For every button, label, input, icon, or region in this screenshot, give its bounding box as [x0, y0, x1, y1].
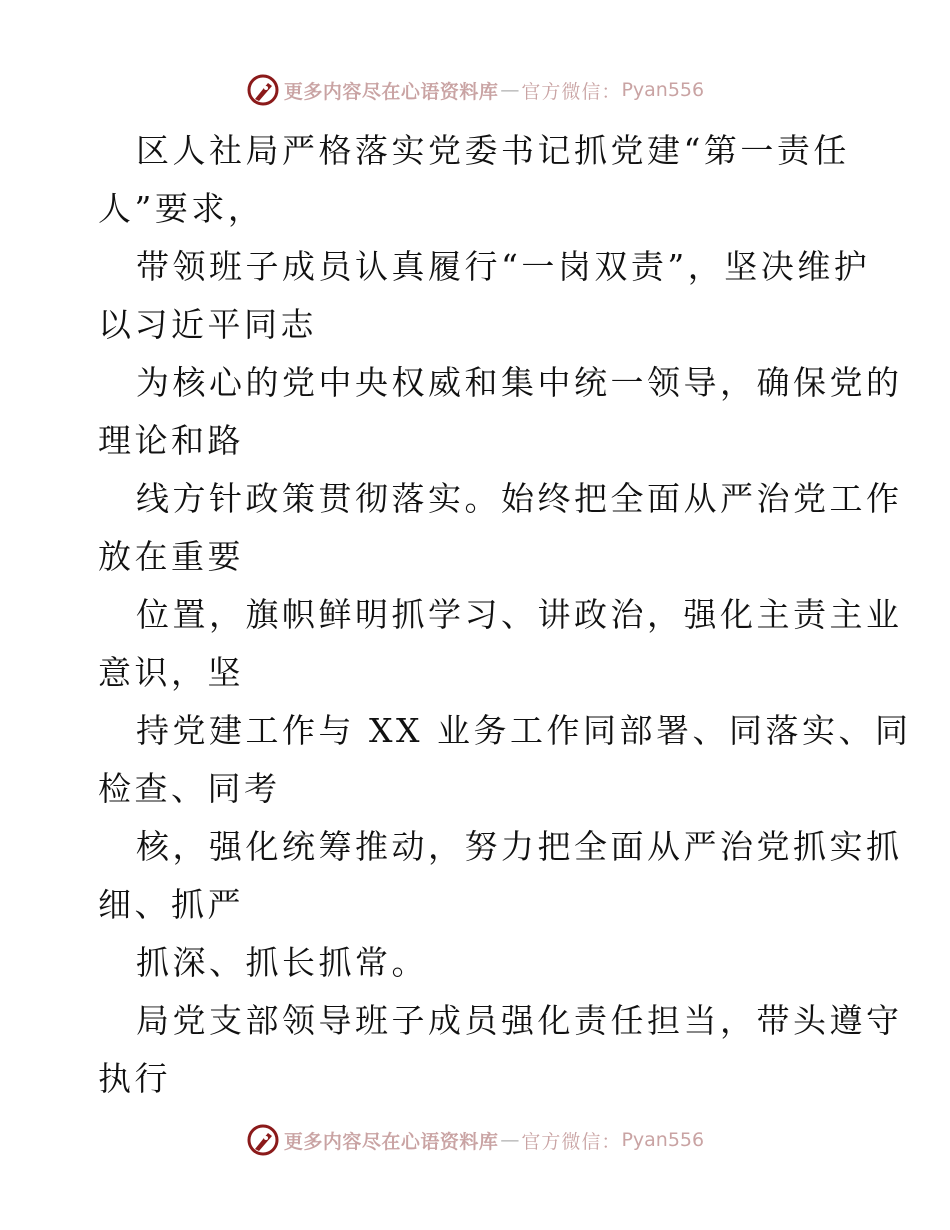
paragraph-line: 执行 — [98, 1059, 171, 1098]
paragraph-line: 持党建工作与 XX 业务工作同部署、同落实、同 — [136, 711, 912, 750]
paragraph-7 — [98, 818, 903, 934]
banner-dash: — — [500, 1129, 520, 1151]
paragraph-line: 核，强化统筹推动，努力把全面从严治党抓实抓 — [136, 827, 903, 866]
pen-nib-logo-icon — [246, 1123, 280, 1157]
paragraph-5 — [98, 586, 903, 702]
paragraph-8 — [98, 934, 858, 992]
paragraph-6 — [98, 702, 912, 818]
paragraph-3 — [98, 354, 903, 470]
paragraph-line: 人”要求， — [98, 189, 265, 228]
paragraph-line: 为核心的党中央权威和集中统一领导，确保党的 — [136, 363, 903, 402]
banner-site-text: 更多内容尽在心语资料库 — [283, 1130, 499, 1153]
paragraph-line: 检查、同考 — [98, 769, 281, 808]
document-body — [98, 122, 912, 1108]
banner-wechat-label: 官方微信： — [521, 80, 622, 103]
banner-dash: — — [500, 79, 520, 101]
banner-wechat-id: Pyan556 — [621, 79, 705, 101]
paragraph-2 — [98, 238, 871, 354]
paragraph-line: 带领班子成员认真履行“一岗双责”，坚决维护 — [136, 247, 871, 286]
paragraph-1 — [98, 122, 858, 238]
paragraph-line: 理论和路 — [98, 421, 244, 460]
paragraph-line: 抓深、抓长抓常。 — [136, 943, 428, 982]
pen-nib-logo-icon — [246, 73, 280, 107]
paragraph-line: 放在重要 — [98, 537, 244, 576]
paragraph-line: 局党支部领导班子成员强化责任担当，带头遵守 — [136, 1001, 903, 1040]
paragraph-line: 区人社局严格落实党委书记抓党建“第一责任 — [136, 131, 850, 170]
paragraph-9 — [98, 992, 903, 1108]
paragraph-line: 意识，坚 — [98, 653, 244, 692]
header-banner — [0, 70, 950, 110]
paragraph-line: 位置，旗帜鲜明抓学习、讲政治，强化主责主业 — [136, 595, 903, 634]
footer-banner — [0, 1120, 950, 1160]
paragraph-4 — [98, 470, 903, 586]
banner-site-text: 更多内容尽在心语资料库 — [283, 80, 499, 103]
paragraph-line: 细、抓严 — [98, 885, 244, 924]
paragraph-line: 以习近平同志 — [98, 305, 317, 344]
paragraph-line: 线方针政策贯彻落实。始终把全面从严治党工作 — [136, 479, 903, 518]
banner-wechat-id: Pyan556 — [621, 1129, 705, 1151]
banner-wechat-label: 官方微信： — [521, 1130, 622, 1153]
